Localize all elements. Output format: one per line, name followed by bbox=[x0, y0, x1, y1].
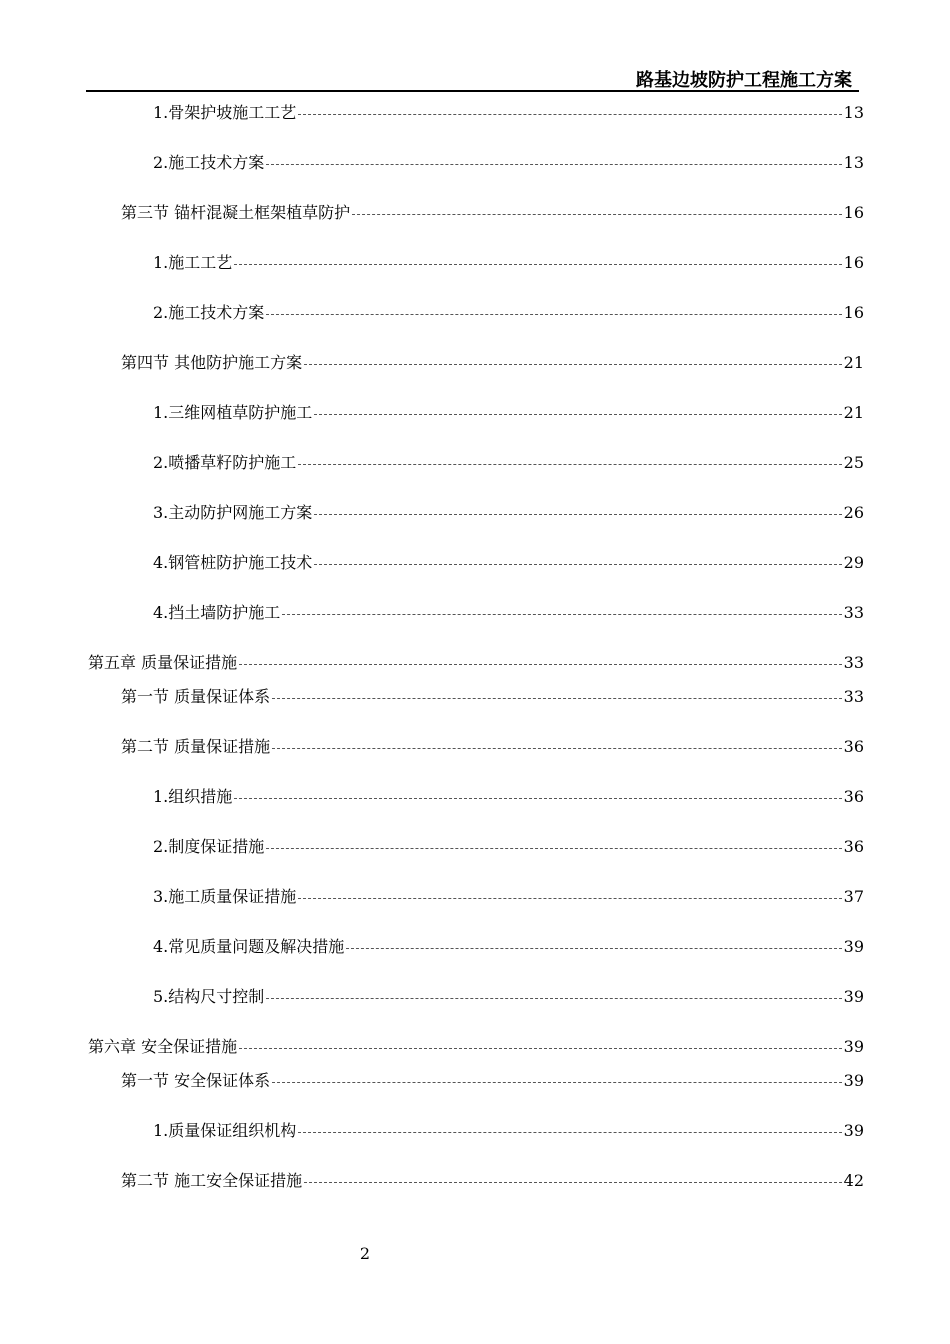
toc-entry[interactable] bbox=[153, 786, 864, 808]
toc-entry[interactable] bbox=[153, 252, 864, 274]
toc-leader bbox=[234, 264, 841, 265]
toc-leader bbox=[266, 164, 841, 165]
toc-entry[interactable] bbox=[153, 302, 864, 324]
toc-entry-label: 第一节 质量保证体系 bbox=[121, 687, 271, 706]
toc-entry-page: 39 bbox=[843, 1037, 864, 1056]
toc-entry[interactable] bbox=[121, 686, 864, 708]
toc-leader bbox=[239, 664, 842, 665]
toc-entry[interactable] bbox=[153, 886, 864, 908]
toc-leader bbox=[272, 748, 842, 749]
toc-entry[interactable] bbox=[121, 202, 864, 224]
toc-entry[interactable] bbox=[121, 736, 864, 758]
toc-leader bbox=[272, 698, 842, 699]
toc-entry-page: 37 bbox=[843, 887, 864, 906]
toc-leader bbox=[298, 1132, 841, 1133]
toc-entry-page: 33 bbox=[843, 687, 864, 706]
toc-leader bbox=[304, 364, 842, 365]
toc-entry-page: 33 bbox=[843, 603, 864, 622]
toc-entry-label: 3.施工质量保证措施 bbox=[153, 887, 297, 906]
toc-leader bbox=[266, 848, 841, 849]
toc-leader bbox=[352, 214, 842, 215]
toc-entry[interactable] bbox=[153, 402, 864, 424]
header-rule bbox=[86, 90, 859, 92]
toc-entry-label: 2.施工技术方案 bbox=[153, 303, 265, 322]
toc-entry-label: 4.挡土墙防护施工 bbox=[153, 603, 281, 622]
toc-leader bbox=[298, 464, 841, 465]
toc-leader bbox=[298, 114, 841, 115]
toc-entry-label: 2.喷播草籽防护施工 bbox=[153, 453, 297, 472]
toc-leader bbox=[304, 1182, 842, 1183]
toc-entry[interactable] bbox=[153, 452, 864, 474]
toc-entry-page: 16 bbox=[843, 303, 864, 322]
toc-leader bbox=[298, 898, 841, 899]
toc-leader bbox=[282, 614, 841, 615]
toc-entry-page: 21 bbox=[843, 403, 864, 422]
toc-entry[interactable] bbox=[153, 986, 864, 1008]
toc-entry-label: 1.组织措施 bbox=[153, 787, 233, 806]
toc-entry-page: 36 bbox=[843, 787, 864, 806]
toc-entry-label: 第六章 安全保证措施 bbox=[88, 1037, 238, 1056]
toc-entry-label: 1.骨架护坡施工工艺 bbox=[153, 103, 297, 122]
toc-leader bbox=[346, 948, 841, 949]
toc-entry[interactable] bbox=[153, 552, 864, 574]
toc-entry-page: 13 bbox=[843, 153, 864, 172]
toc-leader bbox=[314, 514, 841, 515]
toc-entry-page: 39 bbox=[843, 1121, 864, 1140]
toc-entry-label: 第二节 质量保证措施 bbox=[121, 737, 271, 756]
toc-entry-label: 第四节 其他防护施工方案 bbox=[121, 353, 303, 372]
toc-entry-page: 21 bbox=[843, 353, 864, 372]
toc-entry-label: 4.钢管桩防护施工技术 bbox=[153, 553, 313, 572]
toc-entry-label: 5.结构尺寸控制 bbox=[153, 987, 265, 1006]
toc-entry[interactable] bbox=[153, 502, 864, 524]
toc-leader bbox=[272, 1082, 842, 1083]
toc-entry-label: 1.施工工艺 bbox=[153, 253, 233, 272]
toc-entry-page: 16 bbox=[843, 253, 864, 272]
toc-entry[interactable] bbox=[153, 102, 864, 124]
toc-leader bbox=[234, 798, 841, 799]
toc-entry[interactable] bbox=[153, 936, 864, 958]
toc-entry-label: 3.主动防护网施工方案 bbox=[153, 503, 313, 522]
toc-entry[interactable] bbox=[121, 352, 864, 374]
page-number: 2 bbox=[359, 1244, 371, 1263]
toc-entry-page: 16 bbox=[843, 203, 864, 222]
toc-entry[interactable] bbox=[88, 1036, 864, 1058]
toc-entry-label: 1.质量保证组织机构 bbox=[153, 1121, 297, 1140]
toc-leader bbox=[314, 414, 841, 415]
toc-entry-page: 36 bbox=[843, 737, 864, 756]
toc-leader bbox=[314, 564, 841, 565]
toc-entry-page: 39 bbox=[843, 937, 864, 956]
toc-entry-label: 2.制度保证措施 bbox=[153, 837, 265, 856]
toc-entry-page: 29 bbox=[843, 553, 864, 572]
toc-entry[interactable] bbox=[153, 602, 864, 624]
toc-entry[interactable] bbox=[153, 152, 864, 174]
toc-entry-page: 36 bbox=[843, 837, 864, 856]
toc-leader bbox=[239, 1048, 842, 1049]
toc-entry-label: 第三节 锚杆混凝土框架植草防护 bbox=[121, 203, 351, 222]
toc-entry-label: 第一节 安全保证体系 bbox=[121, 1071, 271, 1090]
toc-entry-page: 42 bbox=[843, 1171, 864, 1190]
toc-entry-page: 25 bbox=[843, 453, 864, 472]
toc-entry-label: 第二节 施工安全保证措施 bbox=[121, 1171, 303, 1190]
toc-entry-label: 4.常见质量问题及解决措施 bbox=[153, 937, 345, 956]
toc-entry-page: 13 bbox=[843, 103, 864, 122]
toc-leader bbox=[266, 314, 841, 315]
toc-leader bbox=[266, 998, 841, 999]
toc-entry-label: 1.三维网植草防护施工 bbox=[153, 403, 313, 422]
toc-entry[interactable] bbox=[121, 1170, 864, 1192]
toc-entry[interactable] bbox=[88, 652, 864, 674]
toc-entry[interactable] bbox=[153, 836, 864, 858]
toc-entry[interactable] bbox=[121, 1070, 864, 1092]
toc-entry-label: 第五章 质量保证措施 bbox=[88, 653, 238, 672]
toc-entry-page: 26 bbox=[843, 503, 864, 522]
document-header-title: 路基边坡防护工程施工方案 bbox=[636, 70, 852, 91]
toc-entry-page: 39 bbox=[843, 987, 864, 1006]
toc-entry-label: 2.施工技术方案 bbox=[153, 153, 265, 172]
toc-entry-page: 39 bbox=[843, 1071, 864, 1090]
toc-entry-page: 33 bbox=[843, 653, 864, 672]
toc-entry[interactable] bbox=[153, 1120, 864, 1142]
